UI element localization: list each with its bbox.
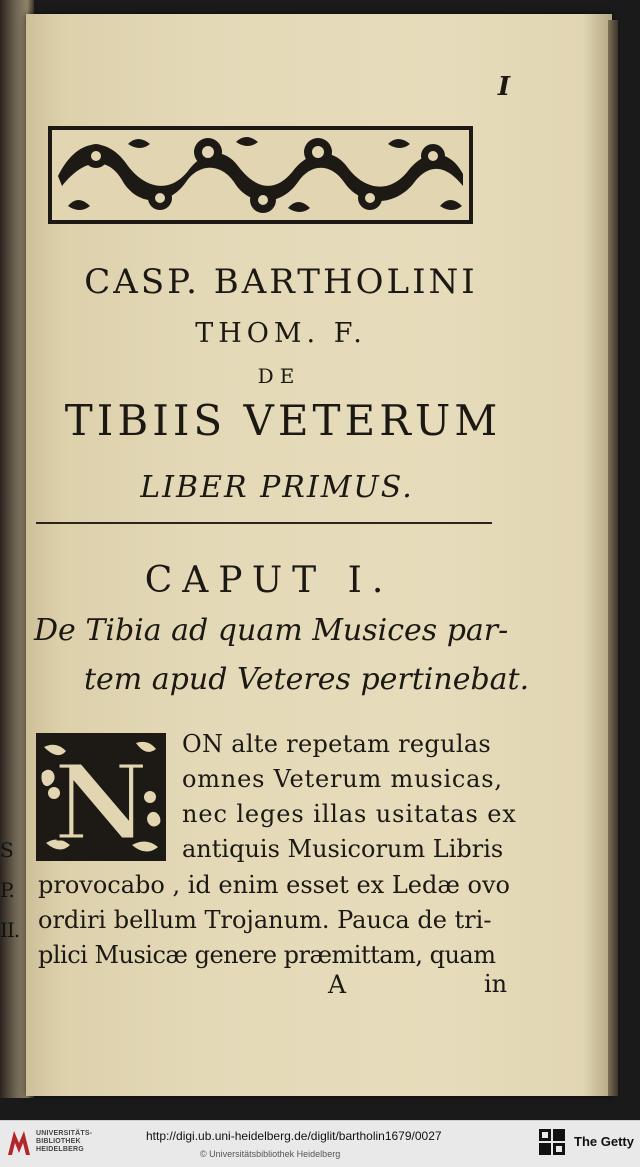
footer-bar (0, 1120, 640, 1167)
copyright-notice: © Universitätsbibliothek Heidelberg (200, 1149, 341, 1159)
text-line: nec leges illas usitatas ex (182, 800, 517, 828)
title-preposition: DE (257, 364, 301, 388)
getty-logo-icon[interactable] (538, 1128, 566, 1156)
text-line: antiquis Musicorum Libris (182, 835, 504, 863)
citation-url[interactable]: http://digi.ub.uni-heidelberg.de/diglit/bartholin1679/0027 (146, 1129, 442, 1143)
author-patronymic: THOM. F. (195, 318, 367, 349)
decorated-initial (36, 733, 166, 861)
book-title: LIBER PRIMUS. (140, 470, 414, 505)
text-line: omnes Veterum musicas, (182, 765, 503, 793)
ornamental-headpiece (48, 126, 473, 224)
folio-number: I (497, 72, 511, 102)
page-edge-shadow (608, 20, 618, 1096)
library-name[interactable]: UNIVERSITÄTS- BIBLIOTHEK HEIDELBERG (36, 1130, 93, 1153)
chapter-heading: CAPUT I. (144, 560, 394, 601)
horizontal-rule (36, 522, 492, 524)
signature-mark: A (328, 970, 347, 999)
library-logo-icon[interactable] (6, 1127, 32, 1157)
initial-letter: N (53, 741, 149, 861)
author-line: CASP. BARTHOLINI (84, 262, 478, 302)
previous-page-margin-text: P. (0, 878, 14, 902)
work-title: TIBIIS VETERUM (64, 396, 502, 445)
text-line: ON alte repetam regulas (182, 730, 492, 758)
text-line: provocabo , id enim esset ex Ledæ ovo (38, 871, 510, 899)
chapter-subtitle-line: tem apud Veteres pertinebat. (84, 662, 530, 697)
chapter-subtitle-line: De Tibia ad quam Musices par- (34, 613, 509, 648)
text-line: ordiri bellum Trojanum. Pauca de tri- (38, 906, 492, 934)
previous-page-margin-text: II. (0, 918, 20, 942)
previous-page-margin-text: S (0, 838, 13, 862)
catchword: in (484, 970, 508, 998)
text-line: plici Musicæ genere præmittam, quam (38, 941, 496, 969)
partner-name[interactable]: The Getty (574, 1134, 634, 1149)
